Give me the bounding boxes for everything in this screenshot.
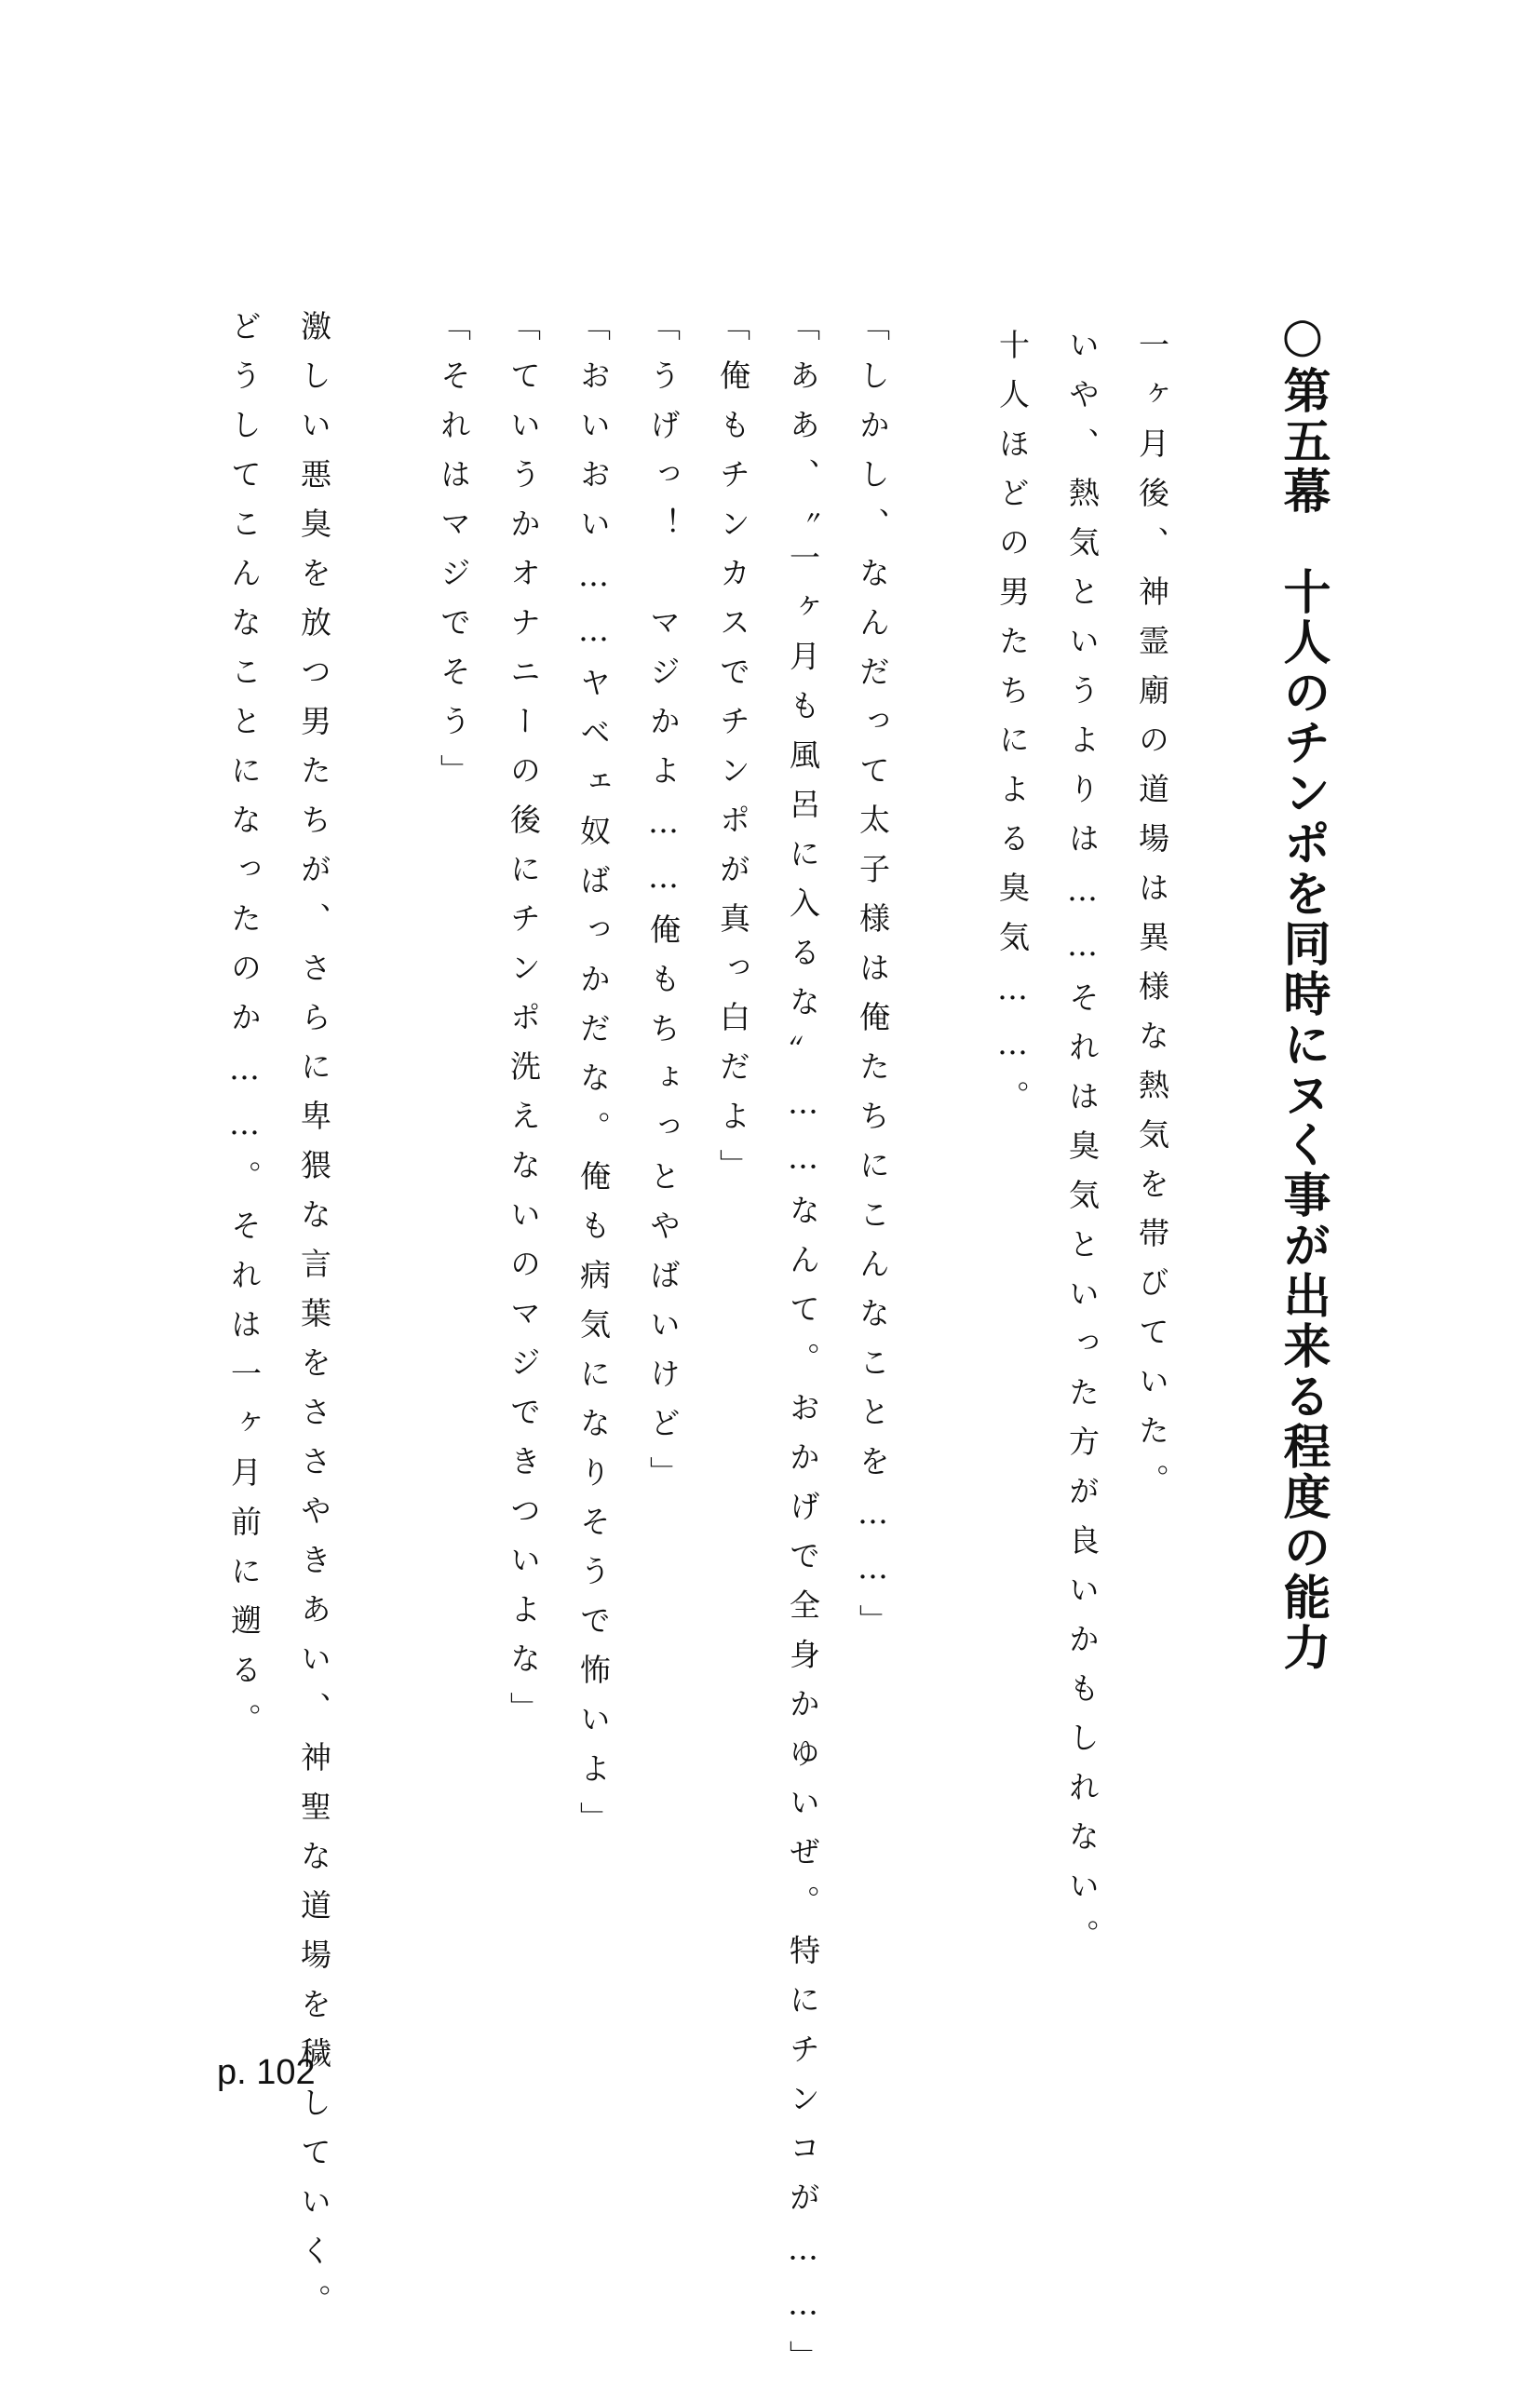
page-number: p. 102 bbox=[217, 2053, 316, 2092]
chapter-title: ○第五幕 十人のチンポを同時にヌく事が出来る程度の能力 bbox=[1275, 307, 1331, 1673]
dialogue-line-3: 「俺もチンカスでチンポが真っ白だよ」 bbox=[715, 310, 751, 1198]
text-line-1: 一ヶ月後、神霊廟の道場は異様な熱気を帯びていた。 bbox=[1134, 329, 1170, 1513]
text-line-5: どうしてこんなことになったのか……。それは一ヶ月前に遡る。 bbox=[226, 310, 263, 1752]
dialogue-line-7: 「それはマジでそう」 bbox=[436, 310, 472, 803]
text-line-2: いや、熱気というよりは……それは臭気といった方が良いかもしれない。 bbox=[1064, 329, 1101, 1968]
dialogue-line-5: 「おいおい……ヤベェ奴ばっかだな。俺も病気になりそうで怖いよ」 bbox=[575, 310, 612, 1851]
dialogue-line-2: 「ああ、〝一ヶ月も風呂に入るな〟……なんて。おかげで全身かゆいぜ。特にチンコが……」 bbox=[785, 310, 821, 2390]
text-line-4: 激しい悪臭を放つ男たちが、さらに卑猥な言葉をささやきあい、神聖な道場を穢していく。 bbox=[296, 310, 332, 2333]
dialogue-line-6: 「ていうかオナニーの後にチンポ洗えないのマジできついよな」 bbox=[506, 310, 542, 1741]
text-line-3: 十人ほどの男たちによる臭気……。 bbox=[994, 329, 1031, 1129]
dialogue-line-1: 「しかし、なんだって太子様は俺たちにこんなことを……」 bbox=[855, 310, 891, 1654]
dialogue-line-4: 「うげっ！ マジかよ……俺もちょっとやばいけど」 bbox=[645, 310, 682, 1506]
